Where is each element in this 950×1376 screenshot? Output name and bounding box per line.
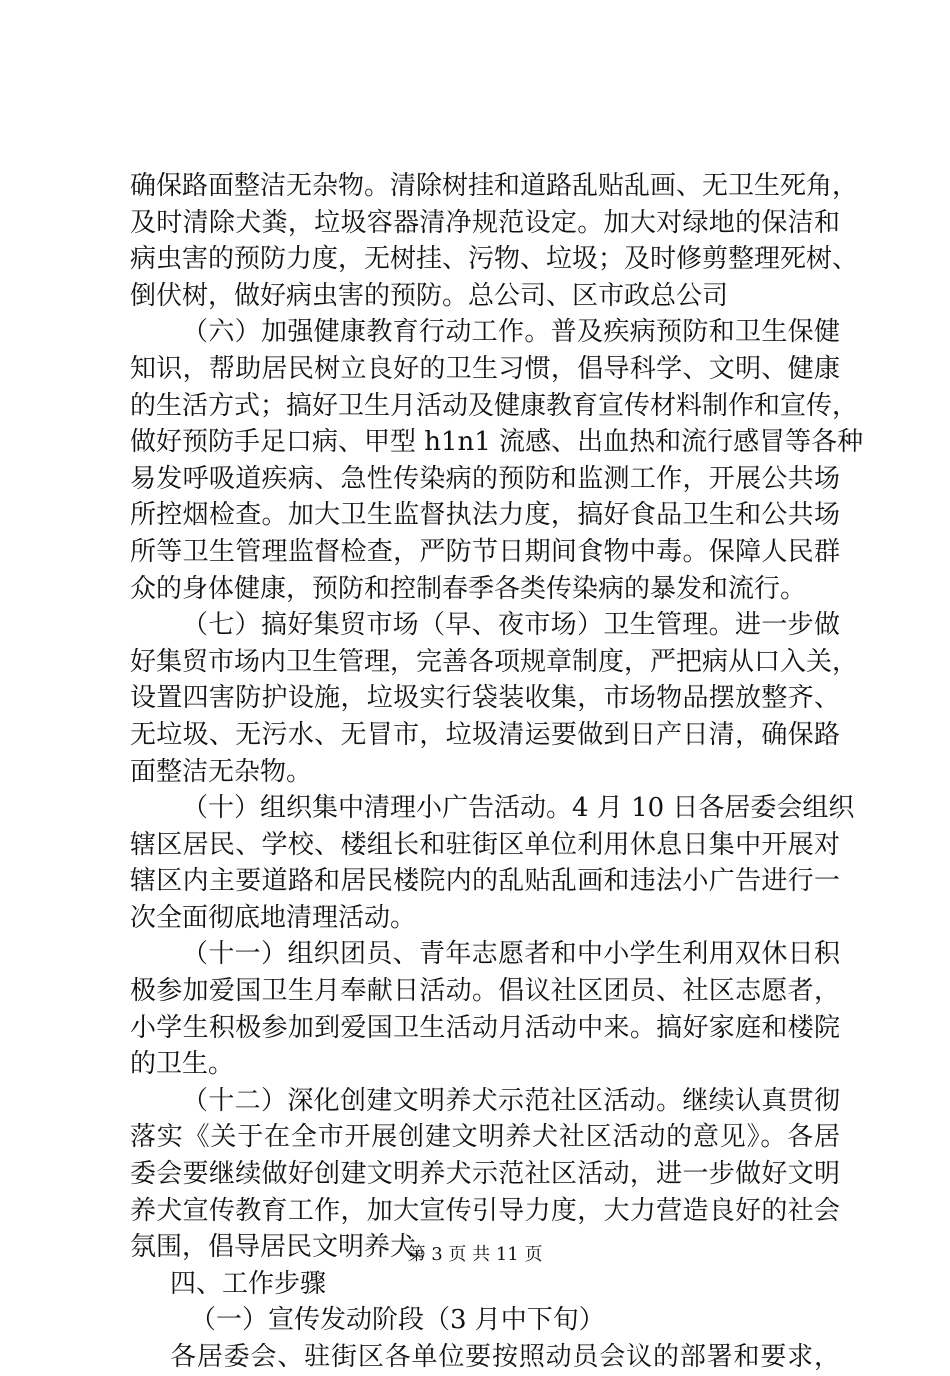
text-line: 次全面彻底地清理活动。 bbox=[130, 902, 417, 933]
text-line: （一）宣传发动阶段（3 月中下旬） bbox=[190, 1305, 605, 1336]
text-line: （十）组织集中清理小广告活动。4 月 10 日各居委会组织 bbox=[182, 793, 855, 824]
text-line: 辖区内主要道路和居民楼院内的乱贴乱画和违法小广告进行一 bbox=[130, 866, 840, 897]
text-line: 所控烟检查。加大卫生监督执法力度，搞好食品卫生和公共场 bbox=[130, 500, 840, 531]
text-line: 的生活方式；搞好卫生月活动及健康教育宣传材料制作和宣传， bbox=[130, 390, 859, 421]
text-line: 养犬宣传教育工作，加大宣传引导力度，大力营造良好的社会 bbox=[130, 1195, 840, 1226]
text-line: 所等卫生管理监督检查，严防节日期间食物中毒。保障人民群 bbox=[130, 536, 840, 567]
text-line: 面整洁无杂物。 bbox=[130, 756, 313, 787]
text-line: 设置四害防护设施，垃圾实行袋装收集，市场物品摆放整齐、 bbox=[130, 683, 840, 714]
text-line: （六）加强健康教育行动工作。普及疾病预防和卫生保健 bbox=[182, 317, 840, 348]
text-line: 四、工作步骤 bbox=[170, 1268, 327, 1299]
text-line: 好集贸市场内卫生管理，完善各项规章制度，严把病从口入关， bbox=[130, 646, 859, 677]
text-line: 易发呼吸道疾病、急性传染病的预防和监测工作，开展公共场 bbox=[130, 463, 840, 494]
text-line: （十二）深化创建文明养犬示范社区活动。继续认真贯彻 bbox=[182, 1085, 840, 1116]
text-line: 辖区居民、学校、楼组长和驻街区单位利用休息日集中开展对 bbox=[130, 829, 840, 860]
text-line: 极参加爱国卫生月奉献日活动。倡议社区团员、社区志愿者， bbox=[130, 976, 840, 1007]
text-line: 倒伏树，做好病虫害的预防。总公司、区市政总公司 bbox=[130, 280, 729, 311]
text-line: 落实《关于在全市开展创建文明养犬社区活动的意见》。各居 bbox=[130, 1122, 840, 1153]
text-line: 小学生积极参加到爱国卫生活动月活动中来。搞好家庭和楼院 bbox=[130, 1012, 840, 1043]
document-body bbox=[130, 168, 864, 1376]
text-line: 做好预防手足口病、甲型 h1n1 流感、出血热和流行感冒等各种 bbox=[130, 427, 864, 458]
text-line: 氛围，倡导居民文明养犬。 bbox=[130, 1232, 443, 1263]
text-line: 确保路面整洁无杂物。清除树挂和道路乱贴乱画、无卫生死角， bbox=[130, 171, 859, 201]
text-line: 知识，帮助居民树立良好的卫生习惯，倡导科学、文明、健康 bbox=[130, 353, 840, 384]
text-line: 各居委会、驻街区各单位要按照动员会议的部署和要求， bbox=[170, 1342, 840, 1372]
text-line: 委会要继续做好创建文明养犬示范社区活动，进一步做好文明 bbox=[130, 1159, 840, 1190]
text-line: 无垃圾、无污水、无冒市，垃圾清运要做到日产日清，确保路 bbox=[130, 719, 840, 750]
text-line: （十一）组织团员、青年志愿者和中小学生利用双休日积 bbox=[182, 939, 840, 970]
text-line: （七）搞好集贸市场（早、夜市场）卫生管理。进一步做 bbox=[182, 610, 840, 641]
text-line: 及时清除犬粪，垃圾容器清净规范设定。加大对绿地的保洁和 bbox=[130, 207, 840, 238]
page-footer: 第 3 页 共 11 页 bbox=[407, 1244, 543, 1265]
text-line: 众的身体健康，预防和控制春季各类传染病的暴发和流行。 bbox=[130, 573, 807, 604]
text-line: 病虫害的预防力度，无树挂、污物、垃圾；及时修剪整理死树、 bbox=[130, 244, 859, 275]
text-line: 的卫生。 bbox=[130, 1049, 235, 1080]
